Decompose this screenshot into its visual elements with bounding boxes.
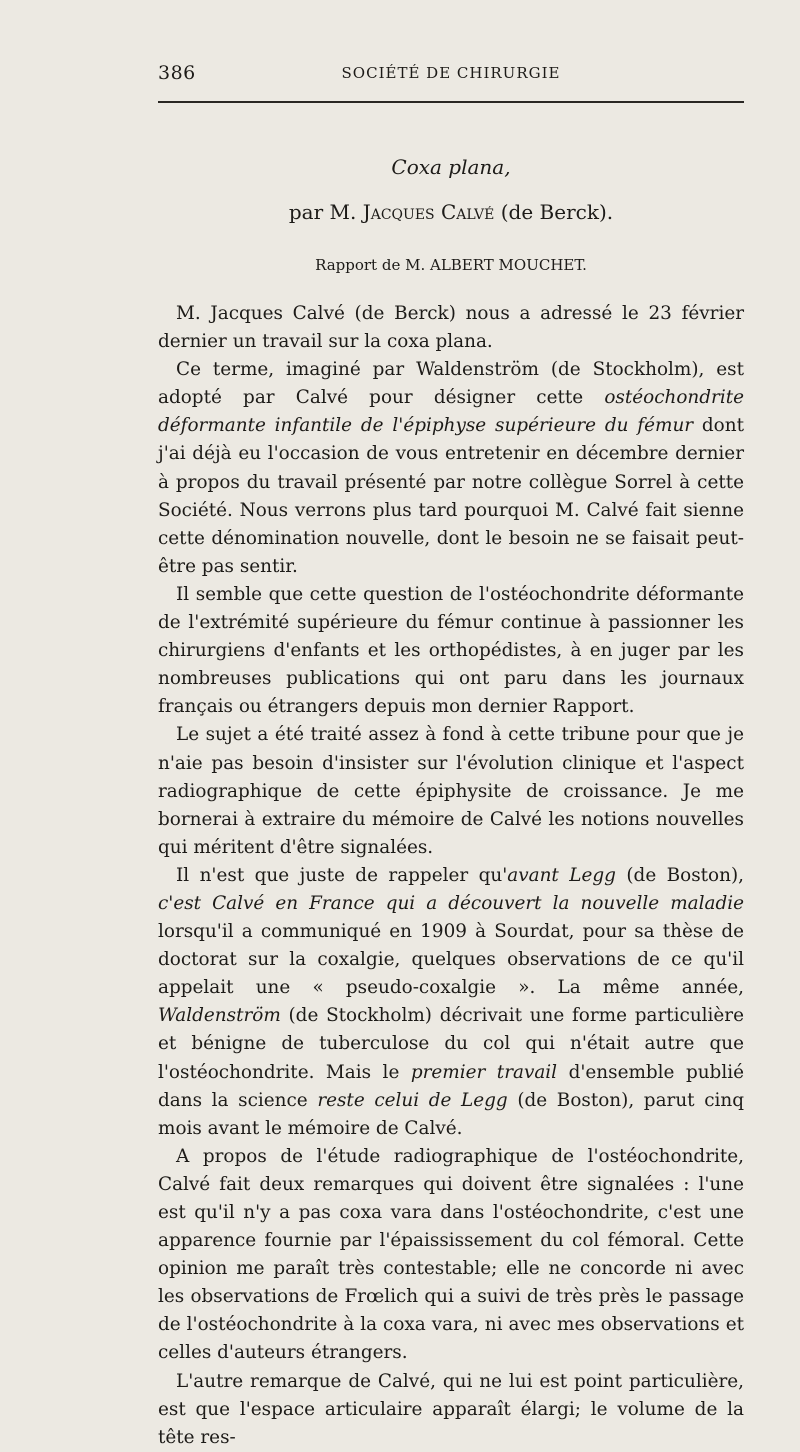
byline-author: Jacques Calvé (362, 200, 495, 224)
paragraph (158, 1368, 744, 1452)
paragraph (158, 581, 744, 721)
paragraph (158, 356, 744, 581)
header-rule (158, 101, 744, 103)
page-number: 386 (158, 62, 196, 84)
italic-text: ostéochondrite déformante infantile de l'épiphyse supérieure du fémur (158, 387, 744, 437)
text-run: Il n'est que juste de rappeler qu' (176, 864, 508, 886)
text-run: lorsqu'il a communiqué en 1909 à Sourdat, pour sa thèse de doctorat sur la coxalgie, quelques observations de ce qu'il appelait une « pseudo-coxalgie ». La même année, (158, 921, 744, 999)
text-run: d'ensemble publié dans la science (158, 1061, 744, 1111)
paragraph (158, 721, 744, 861)
paragraph (158, 862, 744, 1143)
article-byline (158, 200, 744, 224)
paragraph (158, 1143, 744, 1368)
text-run: Il semble que cette question de l'ostéochondrite déformante de l'extrémité supérieure du fémur continue à passionner les chirurgiens d'enfants et les orthopédistes, à en juger par les nombreuses publications qui ont paru dans les journaux français ou étrangers depuis mon dernier Rapport. (158, 583, 744, 718)
report-line: Rapport de M. ALBERT MOUCHET. (315, 256, 587, 274)
italic-text: premier travail (410, 1061, 558, 1083)
paragraph (158, 300, 744, 356)
text-run: M. Jacques Calvé (de Berck) nous a adressé le 23 février dernier un travail sur la coxa plana. (158, 303, 744, 353)
text-run: L'autre remarque de Calvé, qui ne lui est point particulière, est que l'espace articulaire apparaît élargi; le volume de la tête res- (158, 1370, 744, 1448)
article-title: Coxa plana, (391, 155, 511, 179)
text-run: A propos de l'étude radiographique de l'ostéochondrite, Calvé fait deux remarques qui doivent être signalées : l'une est qu'il n'y a pas coxa vara dans l'ostéochondrite, c'est une apparence fournie par l'épaississement du col fémoral. Cette opinion me paraît très contestable; elle ne concorde ni avec les observations de Frœlich qui a suivi de très près le passage de l'ostéochondrite à la coxa vara, ni avec mes observations et celles d'auteurs étrangers. (158, 1145, 744, 1364)
text-run: dont j'ai déjà eu l'occasion de vous entretenir en décembre dernier à propos du travail présenté par notre collègue Sorrel à cette Société. Nous verrons plus tard pourquoi M. Calvé fait sienne cette dénomination nouvelle, dont le besoin ne se faisait peut-être pas sentir. (158, 415, 744, 577)
byline-suffix: (de Berck). (494, 200, 614, 224)
italic-text: reste celui de Legg (317, 1089, 508, 1111)
italic-text: Waldenström (158, 1005, 281, 1027)
text-run: (de Stockholm) décrivait une forme particulière et bénigne de tuberculose du col qui n'était autre que l'ostéochondrite. Mais le (158, 1005, 744, 1083)
text-run: Ce terme, imaginé par Waldenström (de Stockholm), est adopté par Calvé pour désigner cette (158, 359, 744, 409)
article-body (158, 300, 744, 1452)
text-run: (de Boston), (615, 864, 744, 886)
text-run: Le sujet a été traité assez à fond à cette tribune pour que je n'aie pas besoin d'insister sur l'évolution clinique et l'aspect radiographique de cette épiphysite de croissance. Je me bornerai à extraire du mémoire de Calvé les notions nouvelles qui méritent d'être signalées. (158, 724, 744, 858)
italic-text: avant Legg (507, 864, 616, 886)
page-header (158, 60, 744, 90)
byline-prefix: par M. (288, 200, 363, 224)
text-run: (de Boston), parut cinq mois avant le mémoire de Calvé. (158, 1089, 744, 1139)
running-head: SOCIÉTÉ DE CHIRURGIE (341, 64, 561, 82)
italic-text: c'est Calvé en France qui a découvert la nouvelle maladie (158, 892, 744, 914)
